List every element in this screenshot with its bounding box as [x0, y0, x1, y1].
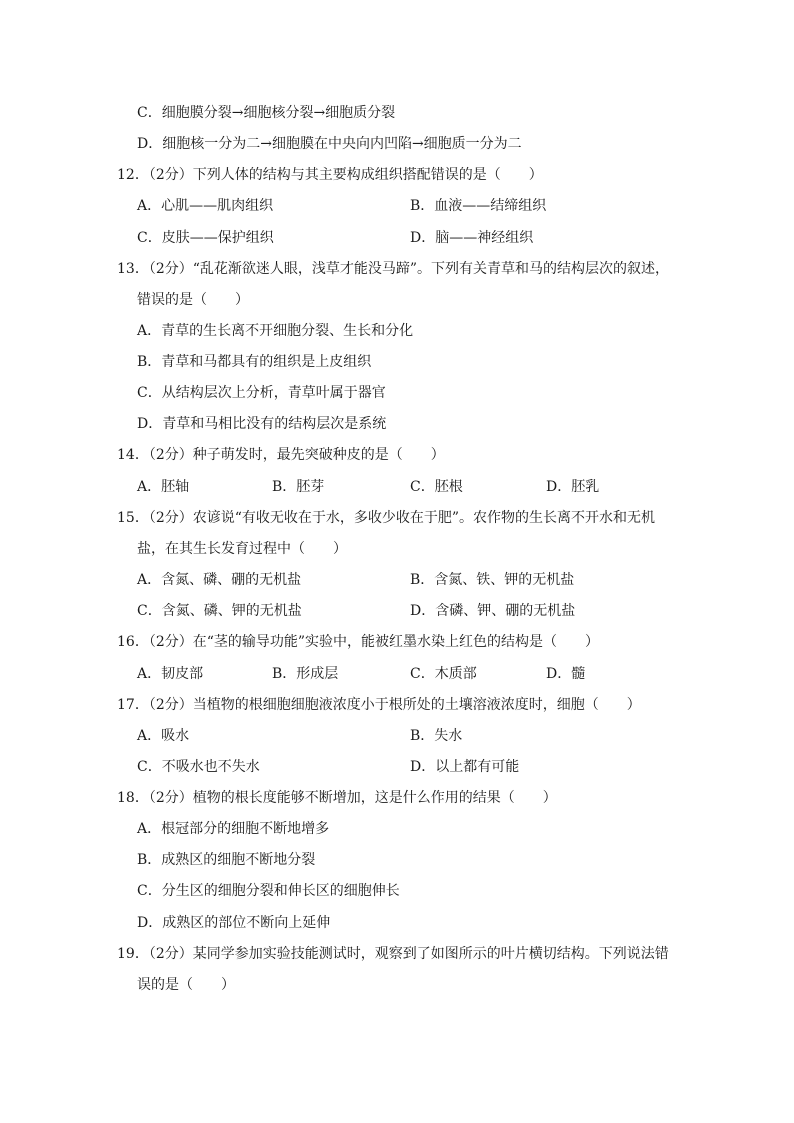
q15-option-a: A．含氮、磷、硼的无机盐 [137, 572, 302, 588]
q13-option-a: A．青草的生长离不开细胞分裂、生长和分化 [137, 323, 414, 339]
q13-stem-line2: 错误的是（ ） [137, 292, 249, 308]
q19-stem-line1: 19．（2分）某同学参加实验技能测试时，观察到了如图所示的叶片横切结构。下列说法错 [117, 946, 669, 962]
q15-stem-line1: 15．（2分）农谚说“有收无收在于水，多收少收在于肥”。农作物的生长离不开水和无机 [117, 510, 656, 526]
q14-stem: 14．（2分）种子萌发时，最先突破种皮的是（ ） [117, 447, 445, 463]
q18-stem: 18．（2分）植物的根长度能够不断增加，这是什么作用的结果（ ） [117, 790, 557, 806]
q12-option-d: D．脑——神经组织 [410, 230, 534, 246]
q12-option-a: A．心肌——肌肉组织 [137, 198, 274, 214]
q12-option-b: B．血液——结缔组织 [410, 198, 547, 214]
q16-option-c: C．木质部 [410, 666, 477, 682]
q18-option-a: A．根冠部分的细胞不断地增多 [137, 821, 330, 837]
q18-option-c: C．分生区的细胞分裂和伸长区的细胞伸长 [137, 883, 400, 899]
q11-option-c: C．细胞膜分裂→细胞核分裂→细胞质分裂 [137, 105, 396, 121]
q16-stem: 16．（2分）在“茎的输导功能”实验中，能被红墨水染上红色的结构是（ ） [117, 634, 600, 650]
q13-option-d: D．青草和马相比没有的结构层次是系统 [137, 416, 387, 432]
q17-option-c: C．不吸水也不失水 [137, 759, 260, 775]
q15-option-b: B．含氮、铁、钾的无机盐 [410, 572, 575, 588]
q18-option-d: D．成熟区的部位不断向上延伸 [137, 915, 331, 931]
q11-option-d: D．细胞核一分为二→细胞膜在中央向内凹陷→细胞质一分为二 [137, 136, 522, 152]
q15-stem-line2: 盐，在其生长发育过程中（ ） [137, 541, 347, 557]
q16-option-a: A．韧皮部 [137, 666, 204, 682]
q13-option-c: C．从结构层次上分析，青草叶属于器官 [137, 385, 386, 401]
q13-option-b: B．青草和马都具有的组织是上皮组织 [137, 354, 372, 370]
q18-option-b: B．成熟区的细胞不断地分裂 [137, 852, 316, 868]
q14-option-c: C．胚根 [410, 479, 463, 495]
q17-option-b: B．失水 [410, 728, 463, 744]
q15-option-d: D．含磷、钾、硼的无机盐 [410, 603, 576, 619]
q13-stem-line1: 13．（2分）“乱花渐欲迷人眼，浅草才能没马蹄”。下列有关青草和马的结构层次的叙述， [117, 261, 670, 277]
q16-option-b: B．形成层 [272, 666, 339, 682]
q12-option-c: C．皮肤——保护组织 [137, 230, 274, 246]
q17-option-a: A．吸水 [137, 728, 190, 744]
q16-option-d: D．髓 [546, 666, 586, 682]
q14-option-b: B．胚芽 [272, 479, 325, 495]
q14-option-a: A．胚轴 [137, 479, 190, 495]
q14-option-d: D．胚乳 [546, 479, 600, 495]
q19-stem-line2: 误的是（ ） [137, 977, 235, 993]
q17-stem: 17．（2分）当植物的根细胞细胞液浓度小于根所处的土壤溶液浓度时，细胞（ ） [117, 697, 641, 713]
q17-option-d: D．以上都有可能 [410, 759, 520, 775]
q12-stem: 12．（2分）下列人体的结构与其主要构成组织搭配错误的是（ ） [117, 167, 543, 183]
q15-option-c: C．含氮、磷、钾的无机盐 [137, 603, 302, 619]
